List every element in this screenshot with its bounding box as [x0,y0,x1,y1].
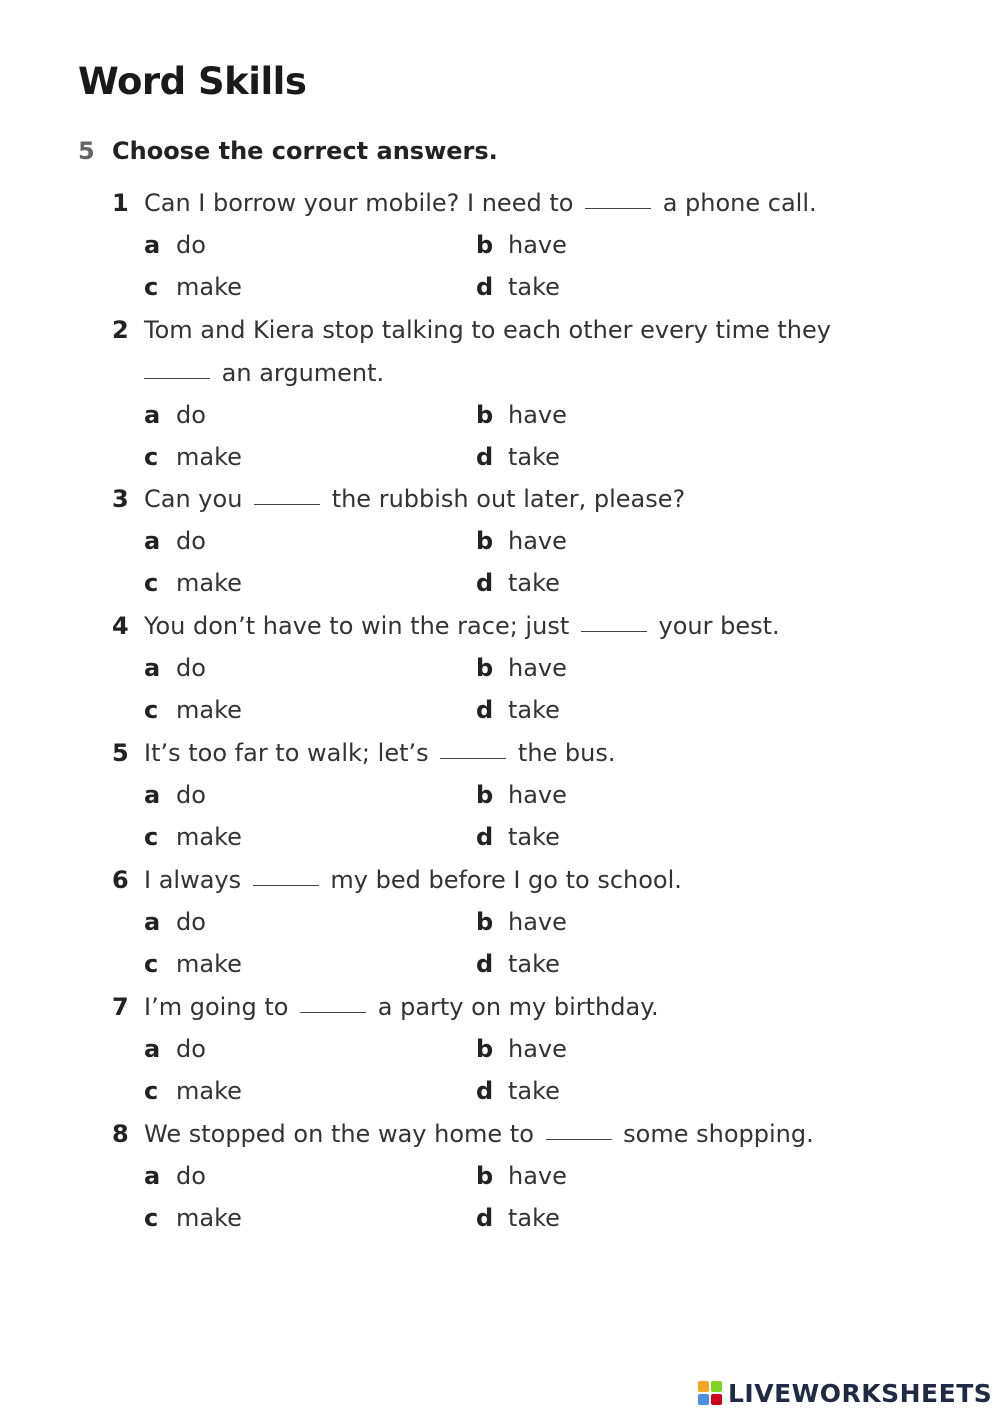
option-a[interactable] [144,1162,206,1190]
option-d[interactable] [476,273,560,301]
option-a[interactable] [144,401,206,429]
question-text-end: a party on my birthday. [377,993,659,1021]
option-word: make [176,569,242,597]
option-d[interactable] [476,569,560,597]
question-5 [112,739,616,767]
answer-blank[interactable] [253,884,319,886]
logo-mark-icon [698,1381,722,1405]
option-word: have [508,401,567,429]
option-letter: a [144,401,161,429]
question-text: Tom and Kiera stop talking to each other every time they [144,316,831,344]
option-letter: d [476,443,494,471]
question-text-end: the bus. [517,739,616,767]
option-c[interactable] [144,950,242,978]
option-a[interactable] [144,231,206,259]
option-b[interactable] [476,654,567,682]
option-word: make [176,823,242,851]
option-word: do [176,1035,206,1063]
question-8 [112,1120,814,1148]
question-text-end: my bed before I go to school. [330,866,682,894]
question-text: Can I borrow your mobile? I need to [144,189,574,217]
option-a[interactable] [144,908,206,936]
question-text-end: the rubbish out later, please? [331,485,686,513]
question-number: 2 [112,316,129,344]
question-2 [112,316,831,344]
option-word: do [176,231,206,259]
question-number: 3 [112,485,129,513]
option-d[interactable] [476,823,560,851]
page-title: Word Skills [78,60,307,103]
option-d[interactable] [476,1077,560,1105]
option-letter: c [144,273,159,301]
question-3 [112,485,685,513]
option-a[interactable] [144,654,206,682]
question-text: I always [144,866,242,894]
option-letter: d [476,569,494,597]
question-text: Can you [144,485,243,513]
option-letter: d [476,1077,494,1105]
option-letter: d [476,1204,494,1232]
option-c[interactable] [144,569,242,597]
option-b[interactable] [476,401,567,429]
option-word: make [176,443,242,471]
option-letter: d [476,950,494,978]
option-d[interactable] [476,696,560,724]
option-word: do [176,1162,206,1190]
question-7 [112,993,659,1021]
option-letter: d [476,273,494,301]
answer-blank[interactable] [546,1138,612,1140]
option-letter: c [144,823,159,851]
option-letter: a [144,1035,161,1063]
option-b[interactable] [476,781,567,809]
option-word: make [176,1204,242,1232]
option-b[interactable] [476,908,567,936]
option-b[interactable] [476,1162,567,1190]
option-word: take [508,950,560,978]
option-word: take [508,696,560,724]
option-word: take [508,443,560,471]
question-text-end: some shopping. [623,1120,814,1148]
option-letter: b [476,781,494,809]
option-word: take [508,1077,560,1105]
option-word: have [508,527,567,555]
option-a[interactable] [144,781,206,809]
question-number: 5 [112,739,129,767]
option-letter: a [144,527,161,555]
option-c[interactable] [144,696,242,724]
option-letter: c [144,696,159,724]
answer-blank[interactable] [440,757,506,759]
option-letter: b [476,908,494,936]
option-letter: c [144,569,159,597]
option-b[interactable] [476,527,567,555]
question-text: It’s too far to walk; let’s [144,739,429,767]
brand-name: LIVEWORKSHEETS [728,1378,993,1408]
answer-blank[interactable] [585,207,651,209]
option-a[interactable] [144,1035,206,1063]
option-word: do [176,527,206,555]
question-2-continued [144,359,384,387]
option-word: take [508,823,560,851]
question-text-end: your best. [658,612,780,640]
exercise-instruction: Choose the correct answers. [112,137,498,165]
question-number: 8 [112,1120,129,1148]
question-text-end: a phone call. [662,189,817,217]
question-6 [112,866,682,894]
option-letter: b [476,654,494,682]
option-word: have [508,781,567,809]
liveworksheets-logo [698,1378,992,1408]
option-c[interactable] [144,823,242,851]
option-letter: a [144,1162,161,1190]
question-text: I’m going to [144,993,289,1021]
option-letter: a [144,654,161,682]
option-word: make [176,1077,242,1105]
option-letter: b [476,1162,494,1190]
option-word: do [176,781,206,809]
option-letter: d [476,696,494,724]
option-word: have [508,1162,567,1190]
option-word: take [508,273,560,301]
question-number: 4 [112,612,129,640]
option-letter: a [144,908,161,936]
option-d[interactable] [476,950,560,978]
answer-blank[interactable] [581,630,647,632]
answer-blank[interactable] [144,377,210,379]
question-text: You don’t have to win the race; just [144,612,570,640]
option-word: have [508,908,567,936]
option-letter: a [144,781,161,809]
option-word: have [508,231,567,259]
option-letter: b [476,231,494,259]
exercise-heading [78,137,498,165]
option-letter: c [144,1204,159,1232]
option-word: make [176,696,242,724]
answer-blank[interactable] [254,503,320,505]
option-word: do [176,401,206,429]
option-b[interactable] [476,231,567,259]
option-letter: b [476,1035,494,1063]
answer-blank[interactable] [300,1011,366,1013]
option-word: make [176,950,242,978]
option-c[interactable] [144,1204,242,1232]
question-text: We stopped on the way home to [144,1120,534,1148]
question-text-end: an argument. [221,359,385,387]
option-letter: b [476,527,494,555]
option-c[interactable] [144,1077,242,1105]
option-word: do [176,908,206,936]
option-letter: c [144,950,159,978]
option-c[interactable] [144,273,242,301]
option-letter: b [476,401,494,429]
option-word: have [508,654,567,682]
option-b[interactable] [476,1035,567,1063]
option-d[interactable] [476,1204,560,1232]
question-number: 1 [112,189,129,217]
option-word: take [508,1204,560,1232]
option-letter: c [144,1077,159,1105]
option-c[interactable] [144,443,242,471]
option-word: make [176,273,242,301]
option-letter: c [144,443,159,471]
option-d[interactable] [476,443,560,471]
option-letter: d [476,823,494,851]
exercise-number: 5 [78,137,95,165]
option-word: take [508,569,560,597]
question-1 [112,189,817,217]
option-word: have [508,1035,567,1063]
option-letter: a [144,231,161,259]
option-word: do [176,654,206,682]
option-a[interactable] [144,527,206,555]
question-number: 7 [112,993,129,1021]
question-4 [112,612,780,640]
question-number: 6 [112,866,129,894]
